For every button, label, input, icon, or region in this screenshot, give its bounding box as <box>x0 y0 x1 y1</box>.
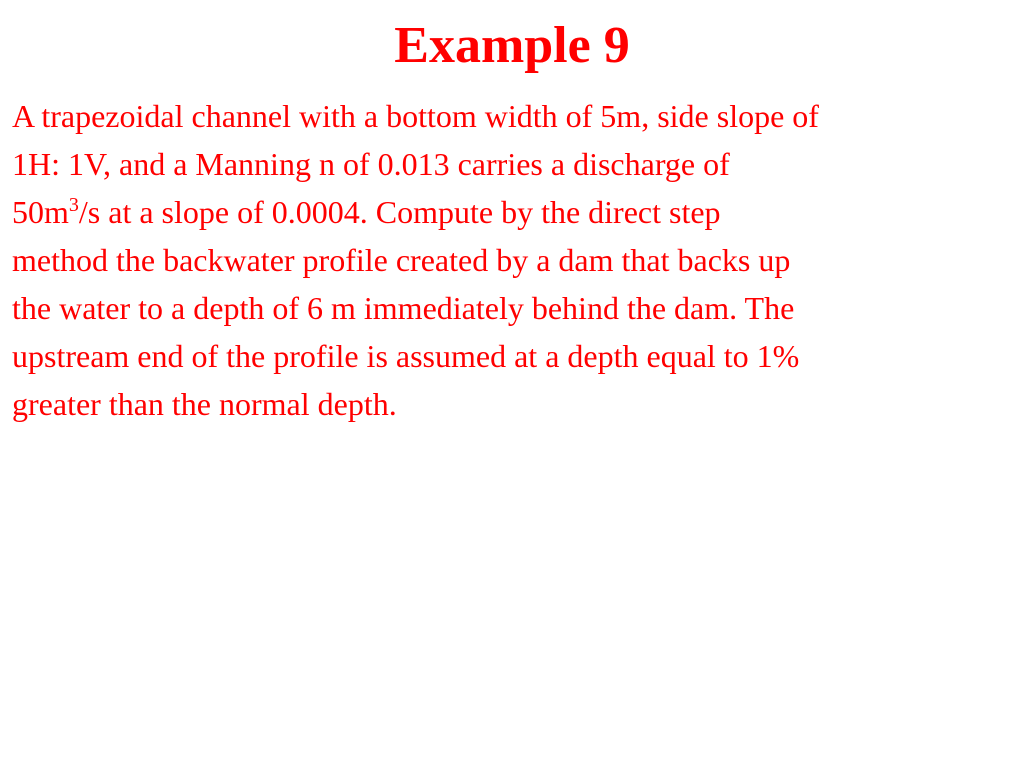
discharge-unit-exponent: 3 <box>68 194 79 216</box>
problem-line-6: upstream end of the profile is assumed at a depth equal to 1% <box>12 338 800 374</box>
problem-line-3 <box>12 188 1017 236</box>
problem-line-4: method the backwater profile created by a dam that backs up <box>12 242 791 278</box>
problem-line-1: A trapezoidal channel with a bottom width of 5m, side slope of <box>12 98 819 134</box>
problem-line-7: greater than the normal depth. <box>12 386 397 422</box>
problem-statement <box>12 92 1017 428</box>
problem-line-2: 1H: 1V, and a Manning n of 0.013 carries a discharge of <box>12 146 730 182</box>
slide-title: Example 9 <box>394 17 630 74</box>
problem-line-3-rest: /s at a slope of 0.0004. Compute by the direct step <box>78 194 721 230</box>
discharge-unit-base: 50m <box>12 194 69 230</box>
problem-line-5: the water to a depth of 6 m immediately behind the dam. The <box>12 290 795 326</box>
